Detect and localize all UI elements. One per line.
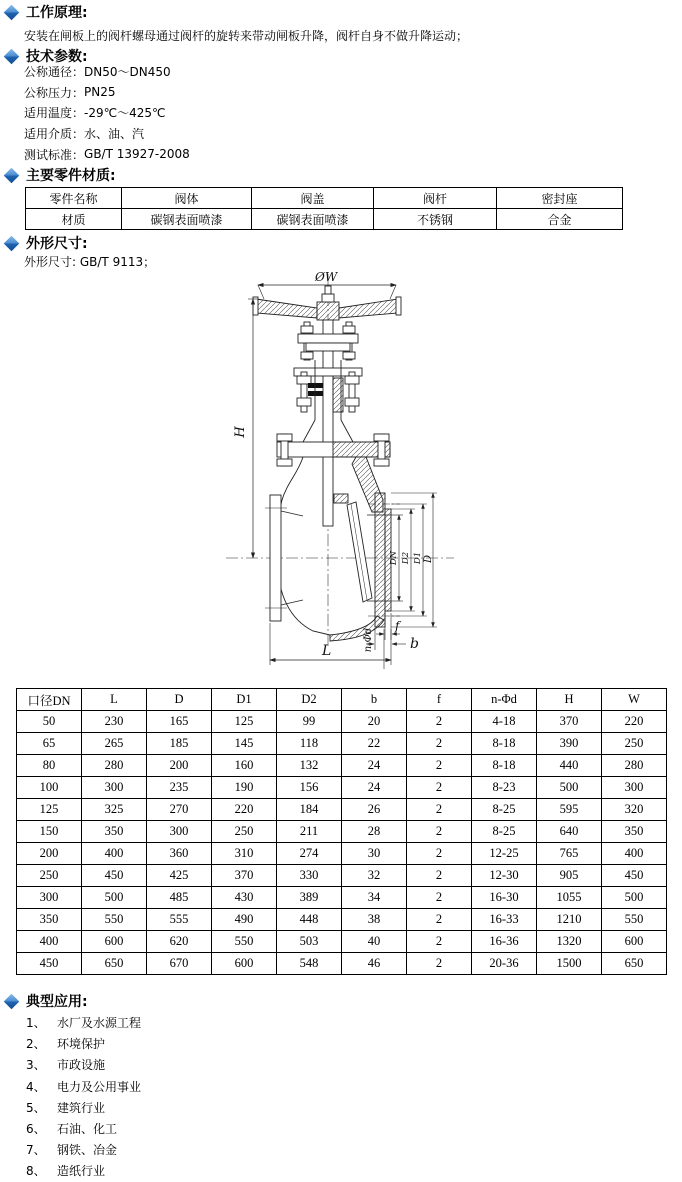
dim-label-d1: D1 xyxy=(413,551,423,565)
tech-param-label: 公称压力： xyxy=(24,85,85,100)
dim-label-d2: D2 xyxy=(401,551,411,565)
dimension-table-header-cell: H xyxy=(537,689,602,711)
dimension-table-row xyxy=(17,711,667,733)
dimension-table-cell: 16-36 xyxy=(472,931,537,953)
dimension-table-cell: 2 xyxy=(407,953,472,975)
dimension-table-cell: 390 xyxy=(537,733,602,755)
dimension-table-cell: 300 xyxy=(147,821,212,843)
drawing-dim-labels xyxy=(233,270,434,659)
dimension-table-cell: 503 xyxy=(277,931,342,953)
principle-heading: 工作原理: xyxy=(26,5,88,21)
dimension-table-cell: 1500 xyxy=(537,953,602,975)
dimension-table-cell: 620 xyxy=(147,931,212,953)
dimension-table-cell: 265 xyxy=(82,733,147,755)
tech-param-label: 适用介质： xyxy=(24,126,85,141)
dimension-table-cell: 330 xyxy=(277,865,342,887)
tech-param-label: 公称通径： xyxy=(24,64,85,79)
dimension-table-row xyxy=(17,843,667,865)
section-heading-applications xyxy=(0,992,88,1010)
dimension-table-cell: 24 xyxy=(342,777,407,799)
dimension-table-cell: 30 xyxy=(342,843,407,865)
valve-linework xyxy=(226,274,454,669)
outline-note: 外形尺寸: GB/T 9113； xyxy=(24,255,156,269)
dimension-table-cell: 2 xyxy=(407,755,472,777)
dimension-table-cell: 425 xyxy=(147,865,212,887)
dimension-table-cell: 184 xyxy=(277,799,342,821)
dimension-table-cell: 20-36 xyxy=(472,953,537,975)
dimension-table-cell: 38 xyxy=(342,909,407,931)
application-item xyxy=(26,1033,141,1054)
dimension-table-cell: 450 xyxy=(17,953,82,975)
dimension-table-cell: 250 xyxy=(212,821,277,843)
dimension-table-cell: 2 xyxy=(407,931,472,953)
application-item xyxy=(26,1097,141,1118)
materials-table xyxy=(25,187,623,230)
application-item-text: 环境保护 xyxy=(57,1037,106,1052)
dimension-table-cell: 2 xyxy=(407,733,472,755)
dimension-table-row xyxy=(17,887,667,909)
materials-table-cell: 阀体 xyxy=(122,188,252,209)
dimension-table-row xyxy=(17,953,667,975)
application-item-number: 1、 xyxy=(26,1016,46,1031)
diamond-bullet-icon xyxy=(4,235,20,251)
dimension-table-cell: 440 xyxy=(537,755,602,777)
dimension-table-cell: 600 xyxy=(602,931,667,953)
applications-heading: 典型应用: xyxy=(26,994,88,1010)
dimension-table-cell: 300 xyxy=(602,777,667,799)
tech-param-line xyxy=(24,82,190,103)
dimension-table-header-cell: D1 xyxy=(212,689,277,711)
tech-heading: 技术参数: xyxy=(26,49,88,65)
application-item-number: 5、 xyxy=(26,1100,46,1115)
application-item-number: 7、 xyxy=(26,1143,46,1158)
dimension-table-cell: 150 xyxy=(17,821,82,843)
materials-table-cell: 碳钢表面喷漆 xyxy=(252,209,374,230)
materials-table-cell: 密封座 xyxy=(497,188,623,209)
materials-table-cell: 零件名称 xyxy=(26,188,122,209)
dimension-table-cell: 2 xyxy=(407,799,472,821)
dimension-table-cell: 400 xyxy=(602,843,667,865)
dimension-table-cell: 230 xyxy=(82,711,147,733)
dimension-table-cell: 160 xyxy=(212,755,277,777)
dimension-table xyxy=(16,688,667,975)
dimension-table-cell: 2 xyxy=(407,887,472,909)
dimension-table-cell: 22 xyxy=(342,733,407,755)
application-item-text: 造纸行业 xyxy=(57,1164,106,1179)
dimension-table-cell: 8-25 xyxy=(472,821,537,843)
dimension-table-cell: 200 xyxy=(147,755,212,777)
dimension-table-cell: 430 xyxy=(212,887,277,909)
dimension-table-cell: 270 xyxy=(147,799,212,821)
section-heading-outline xyxy=(0,234,88,252)
dimension-table-cell: 2 xyxy=(407,821,472,843)
dimension-table-header-cell: b xyxy=(342,689,407,711)
tech-param-value: 水、油、汽 xyxy=(84,126,145,141)
dimension-table-cell: 320 xyxy=(602,799,667,821)
outline-heading: 外形尺寸: xyxy=(26,236,88,252)
dimension-table-header-row xyxy=(17,689,667,711)
dimension-table-cell: 550 xyxy=(602,909,667,931)
dimension-table-cell: 650 xyxy=(602,953,667,975)
dimension-table-cell: 125 xyxy=(17,799,82,821)
dim-label-l: L xyxy=(322,643,332,659)
dimension-table-cell: 325 xyxy=(82,799,147,821)
tech-param-label: 适用温度： xyxy=(24,106,85,121)
dimension-table-cell: 220 xyxy=(212,799,277,821)
dimension-table-cell: 190 xyxy=(212,777,277,799)
application-item-number: 6、 xyxy=(26,1122,46,1137)
dimension-table-cell: 550 xyxy=(82,909,147,931)
application-item-number: 3、 xyxy=(26,1058,46,1073)
dimension-table-cell: 490 xyxy=(212,909,277,931)
dimension-table-cell: 360 xyxy=(147,843,212,865)
dimension-table-header-cell: D xyxy=(147,689,212,711)
dimension-table-cell: 8-25 xyxy=(472,799,537,821)
tech-param-value: DN50～DN450 xyxy=(84,64,171,79)
dimension-table-cell: 450 xyxy=(82,865,147,887)
dimension-table-cell: 370 xyxy=(212,865,277,887)
dimension-table-body xyxy=(17,711,667,975)
dimension-table-cell: 235 xyxy=(147,777,212,799)
dimension-table-cell: 595 xyxy=(537,799,602,821)
dimension-table-cell: 650 xyxy=(82,953,147,975)
tech-param-line xyxy=(24,61,190,82)
diamond-bullet-icon xyxy=(4,4,20,20)
dim-label-dn: DN xyxy=(389,550,399,566)
dimension-table-cell: 1210 xyxy=(537,909,602,931)
application-item xyxy=(26,1139,141,1160)
dimension-table-cell: 8-18 xyxy=(472,755,537,777)
dimension-table-cell: 300 xyxy=(82,777,147,799)
tech-param-label: 测试标准： xyxy=(24,147,85,162)
dim-label-w: ØW xyxy=(315,270,338,284)
dimension-table-cell: 280 xyxy=(82,755,147,777)
dimension-table-cell: 16-30 xyxy=(472,887,537,909)
materials-table-cell: 碳钢表面喷漆 xyxy=(122,209,252,230)
dimension-table-cell: 2 xyxy=(407,865,472,887)
dimension-table-cell: 145 xyxy=(212,733,277,755)
dimension-table-cell: 905 xyxy=(537,865,602,887)
application-item xyxy=(26,1118,141,1139)
materials-table-cell: 合金 xyxy=(497,209,623,230)
dim-label-f: f xyxy=(395,619,400,633)
dim-label-h: H xyxy=(233,426,248,438)
dimension-table-cell: 28 xyxy=(342,821,407,843)
dimension-table-cell: 389 xyxy=(277,887,342,909)
dimension-table-cell: 165 xyxy=(147,711,212,733)
dimension-table-cell: 640 xyxy=(537,821,602,843)
dimension-table-cell: 24 xyxy=(342,755,407,777)
dimension-table-cell: 600 xyxy=(212,953,277,975)
application-item xyxy=(26,1160,141,1181)
dimension-table-cell: 500 xyxy=(602,887,667,909)
dim-label-nd: n-Φd xyxy=(363,627,374,653)
dimension-table-cell: 1055 xyxy=(537,887,602,909)
dimension-table-cell: 100 xyxy=(17,777,82,799)
application-item-text: 钢铁、冶金 xyxy=(57,1143,118,1158)
dimension-table-row xyxy=(17,931,667,953)
application-item-number: 8、 xyxy=(26,1164,46,1179)
dimension-table-cell: 2 xyxy=(407,711,472,733)
dimension-table-cell: 500 xyxy=(537,777,602,799)
dimension-table-cell: 400 xyxy=(82,843,147,865)
dimension-table-header-cell: L xyxy=(82,689,147,711)
dimension-table-cell: 280 xyxy=(602,755,667,777)
dimension-table-cell: 185 xyxy=(147,733,212,755)
dimension-table-cell: 220 xyxy=(602,711,667,733)
dimension-table-cell: 125 xyxy=(212,711,277,733)
dimension-table-cell: 2 xyxy=(407,777,472,799)
dimension-table-cell: 370 xyxy=(537,711,602,733)
dimension-table-cell: 448 xyxy=(277,909,342,931)
dimension-table-row xyxy=(17,777,667,799)
dimension-table-cell: 118 xyxy=(277,733,342,755)
dimension-table-header-cell: W xyxy=(602,689,667,711)
application-item xyxy=(26,1054,141,1075)
application-item xyxy=(26,1076,141,1097)
dimension-table-cell: 8-23 xyxy=(472,777,537,799)
dim-label-b: b xyxy=(410,636,419,652)
dimension-table-cell: 1320 xyxy=(537,931,602,953)
materials-table-row xyxy=(26,188,623,209)
dimension-table-cell: 16-33 xyxy=(472,909,537,931)
materials-heading: 主要零件材质: xyxy=(26,168,116,184)
materials-table-body xyxy=(26,188,623,230)
dimension-table-cell: 2 xyxy=(407,843,472,865)
section-heading-materials xyxy=(0,166,116,184)
dimension-table-cell: 550 xyxy=(212,931,277,953)
application-item-text: 市政设施 xyxy=(57,1058,106,1073)
dimension-table-row xyxy=(17,865,667,887)
application-item-text: 水厂及水源工程 xyxy=(57,1016,142,1031)
materials-table-cell: 材质 xyxy=(26,209,122,230)
dim-label-d: D xyxy=(423,554,434,564)
dimension-table-header-cell: 口径DN xyxy=(17,689,82,711)
dimension-table-cell: 156 xyxy=(277,777,342,799)
dimension-table-cell: 765 xyxy=(537,843,602,865)
dimension-table-head xyxy=(17,689,667,711)
dimension-table-row xyxy=(17,799,667,821)
dimension-table-cell: 250 xyxy=(17,865,82,887)
tech-param-value: -29℃～425℃ xyxy=(84,106,166,121)
tech-param-line xyxy=(24,123,190,144)
dimension-table-cell: 4-18 xyxy=(472,711,537,733)
dimension-table-cell: 46 xyxy=(342,953,407,975)
dimension-table-row xyxy=(17,909,667,931)
materials-table-row xyxy=(26,209,623,230)
tech-param-value: GB/T 13927-2008 xyxy=(84,147,190,162)
dimension-table-row xyxy=(17,821,667,843)
dimension-table-cell: 450 xyxy=(602,865,667,887)
application-item-text: 建筑行业 xyxy=(57,1100,106,1115)
section-heading-principle xyxy=(0,3,88,21)
dimension-table-cell: 200 xyxy=(17,843,82,865)
dimension-table-cell: 500 xyxy=(82,887,147,909)
dimension-table-cell: 65 xyxy=(17,733,82,755)
application-item-text: 石油、化工 xyxy=(57,1122,118,1137)
dimension-table-cell: 548 xyxy=(277,953,342,975)
dimension-table-cell: 20 xyxy=(342,711,407,733)
dimension-table-header-cell: n-Φd xyxy=(472,689,537,711)
materials-table-cell: 阀盖 xyxy=(252,188,374,209)
dimension-table-cell: 274 xyxy=(277,843,342,865)
dimension-table-cell: 555 xyxy=(147,909,212,931)
dimension-table-row xyxy=(17,733,667,755)
dimension-table-cell: 26 xyxy=(342,799,407,821)
dimension-table-cell: 300 xyxy=(17,887,82,909)
dimension-table-cell: 132 xyxy=(277,755,342,777)
dimension-table-cell: 310 xyxy=(212,843,277,865)
dimension-table-cell: 12-25 xyxy=(472,843,537,865)
principle-body: 安装在闸板上的阀杆螺母通过阀杆的旋转来带动闸板升降，阀杆自身不做升降运动； xyxy=(24,29,469,43)
application-item-text: 电力及公用事业 xyxy=(57,1079,142,1094)
dimension-table-cell: 670 xyxy=(147,953,212,975)
dimension-table-cell: 400 xyxy=(17,931,82,953)
dimension-table-cell: 32 xyxy=(342,865,407,887)
materials-table-cell: 不锈钢 xyxy=(374,209,497,230)
dimension-table-cell: 250 xyxy=(602,733,667,755)
dimension-table-cell: 80 xyxy=(17,755,82,777)
diamond-bullet-icon xyxy=(4,48,20,64)
tech-param-line xyxy=(24,144,190,165)
tech-param-line xyxy=(24,102,190,123)
valve-drawing xyxy=(170,268,500,693)
application-item-number: 2、 xyxy=(26,1037,46,1052)
dimension-table-cell: 50 xyxy=(17,711,82,733)
dimension-table-cell: 99 xyxy=(277,711,342,733)
dimension-table-header-cell: D2 xyxy=(277,689,342,711)
application-item-number: 4、 xyxy=(26,1079,46,1094)
application-item xyxy=(26,1012,141,1033)
dimension-table-cell: 2 xyxy=(407,909,472,931)
dimension-table-row xyxy=(17,755,667,777)
tech-params-list xyxy=(24,61,190,164)
dimension-table-cell: 485 xyxy=(147,887,212,909)
dimension-table-cell: 350 xyxy=(17,909,82,931)
dimension-table-cell: 350 xyxy=(602,821,667,843)
diamond-bullet-icon xyxy=(4,167,20,183)
tech-param-value: PN25 xyxy=(84,85,116,100)
dimension-table-header-cell: f xyxy=(407,689,472,711)
diamond-bullet-icon xyxy=(4,993,20,1009)
dimension-table-cell: 8-18 xyxy=(472,733,537,755)
materials-table-cell: 阀杆 xyxy=(374,188,497,209)
dimension-table-cell: 600 xyxy=(82,931,147,953)
dimension-table-cell: 350 xyxy=(82,821,147,843)
dimension-table-cell: 34 xyxy=(342,887,407,909)
dimension-table-cell: 12-30 xyxy=(472,865,537,887)
applications-list xyxy=(26,1012,141,1182)
dimension-table-cell: 40 xyxy=(342,931,407,953)
dimension-table-cell: 211 xyxy=(277,821,342,843)
